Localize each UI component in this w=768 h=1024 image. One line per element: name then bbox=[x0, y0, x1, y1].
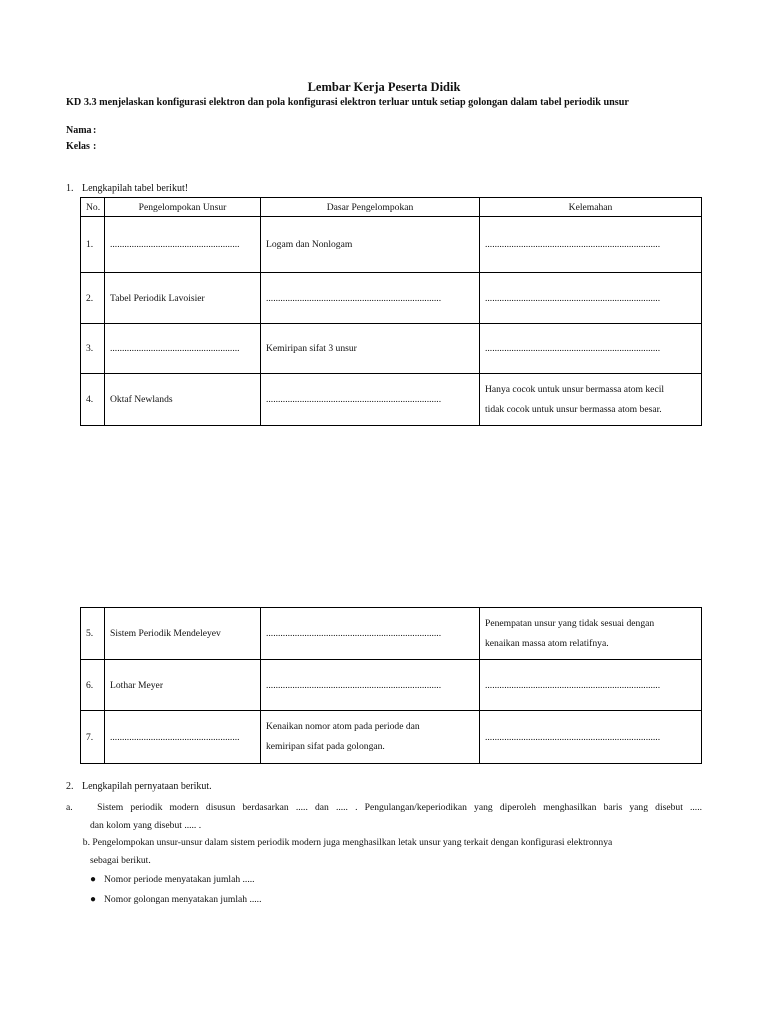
statement-a-letter: a. bbox=[66, 802, 73, 813]
statement-b-line: Pengelompokan unsur-unsur dalam sistem periodik modern juga menghasilkan letak unsur yang terkait dengan konfigurasi elektronnya bbox=[92, 837, 613, 848]
table-header-row bbox=[81, 198, 702, 217]
question-1-text: Lengkapilah tabel berikut! bbox=[82, 183, 189, 194]
grouping-table-part-1 bbox=[80, 197, 702, 426]
question-2 bbox=[66, 781, 212, 792]
table-row bbox=[81, 273, 702, 324]
table-row bbox=[81, 374, 702, 426]
table-row bbox=[81, 217, 702, 273]
dasar-cell: Kemiripan sifat 3 unsur bbox=[261, 324, 480, 374]
statement-b bbox=[66, 834, 702, 870]
kelemahan-cell bbox=[480, 374, 702, 426]
dasar-cell: Logam dan Nonlogam bbox=[261, 217, 480, 273]
bullet-text[interactable]: Nomor periode menyatakan jumlah ..... bbox=[104, 874, 255, 885]
grouping-table-part-2 bbox=[80, 607, 702, 764]
header-no: No. bbox=[81, 198, 105, 217]
statement-b-letter: b. bbox=[82, 837, 90, 848]
bullet-item bbox=[90, 874, 255, 885]
table-row bbox=[81, 660, 702, 711]
row-number: 4. bbox=[81, 374, 105, 426]
header-unsur: Pengelompokan Unsur bbox=[105, 198, 261, 217]
question-1 bbox=[66, 183, 188, 194]
kelemahan-blank[interactable]: ......................................................................... bbox=[480, 660, 702, 711]
bullet-text[interactable]: Nomor golongan menyatakan jumlah ..... bbox=[104, 894, 262, 905]
unsur-blank[interactable]: ...................................................... bbox=[105, 324, 261, 374]
class-field bbox=[66, 141, 96, 152]
kelemahan-line: kenaikan massa atom relatifnya. bbox=[485, 637, 609, 649]
row-number: 5. bbox=[81, 608, 105, 660]
header-kelemahan: Kelemahan bbox=[480, 198, 702, 217]
unsur-cell: Oktaf Newlands bbox=[105, 374, 261, 426]
kelemahan-blank[interactable]: ......................................................................... bbox=[480, 273, 702, 324]
dasar-line: Kenaikan nomor atom pada periode dan bbox=[266, 721, 420, 732]
kelemahan-line: Penempatan unsur yang tidak sesuai dengan bbox=[485, 617, 655, 629]
kelemahan-blank[interactable]: ......................................................................... bbox=[480, 711, 702, 764]
unsur-cell: Lothar Meyer bbox=[105, 660, 261, 711]
dasar-blank[interactable]: ......................................................................... bbox=[261, 374, 480, 426]
statement-a-line[interactable]: dan kolom yang disebut ..... . bbox=[90, 820, 202, 831]
question-2-number: 2. bbox=[66, 781, 74, 792]
dasar-line: kemiripan sifat pada golongan. bbox=[266, 741, 385, 752]
bullet-dot-icon: ● bbox=[90, 894, 97, 905]
row-number: 6. bbox=[81, 660, 105, 711]
dasar-blank[interactable]: ......................................................................... bbox=[261, 273, 480, 324]
unsur-cell: Sistem Periodik Mendeleyev bbox=[105, 608, 261, 660]
row-number: 7. bbox=[81, 711, 105, 764]
class-label: Kelas bbox=[66, 141, 90, 152]
table-row bbox=[81, 608, 702, 660]
competency-statement: KD 3.3 menjelaskan konfigurasi elektron dan pola konfigurasi elektron terluar untuk setiap golongan dalam tabel periodik unsur bbox=[66, 97, 629, 108]
kelemahan-blank[interactable]: ......................................................................... bbox=[480, 217, 702, 273]
kelemahan-line: Hanya cocok untuk unsur bermassa atom kecil bbox=[485, 383, 665, 395]
statement-b-line: sebagai berikut. bbox=[90, 855, 151, 866]
name-field bbox=[66, 125, 96, 136]
dasar-blank[interactable]: ......................................................................... bbox=[261, 660, 480, 711]
row-number: 1. bbox=[81, 217, 105, 273]
kelemahan-line: tidak cocok untuk unsur bermassa atom besar. bbox=[485, 403, 662, 415]
unsur-blank[interactable]: ...................................................... bbox=[105, 217, 261, 273]
class-colon: : bbox=[93, 141, 97, 152]
name-colon: : bbox=[93, 125, 97, 136]
kelemahan-cell bbox=[480, 608, 702, 660]
statement-a bbox=[66, 799, 702, 835]
dasar-blank[interactable]: ......................................................................... bbox=[261, 608, 480, 660]
unsur-blank[interactable]: ...................................................... bbox=[105, 711, 261, 764]
question-2-text: Lengkapilah pernyataan berikut. bbox=[82, 781, 212, 792]
kelemahan-blank[interactable]: ......................................................................... bbox=[480, 324, 702, 374]
name-label: Nama bbox=[66, 125, 92, 136]
question-1-number: 1. bbox=[66, 183, 74, 194]
row-number: 3. bbox=[81, 324, 105, 374]
worksheet-title: Lembar Kerja Peserta Didik bbox=[307, 80, 461, 94]
statement-a-line[interactable]: Sistem periodik modern disusun berdasarkan ..... dan ..... . Pengulangan/keperiodikan yang diperoleh menghasilkan baris yang disebut ..... bbox=[97, 802, 702, 813]
table-row bbox=[81, 711, 702, 764]
row-number: 2. bbox=[81, 273, 105, 324]
header-dasar: Dasar Pengelompokan bbox=[261, 198, 480, 217]
table-row bbox=[81, 324, 702, 374]
dasar-cell bbox=[261, 711, 480, 764]
unsur-cell: Tabel Periodik Lavoisier bbox=[105, 273, 261, 324]
bullet-item bbox=[90, 894, 261, 905]
bullet-dot-icon: ● bbox=[90, 874, 97, 885]
